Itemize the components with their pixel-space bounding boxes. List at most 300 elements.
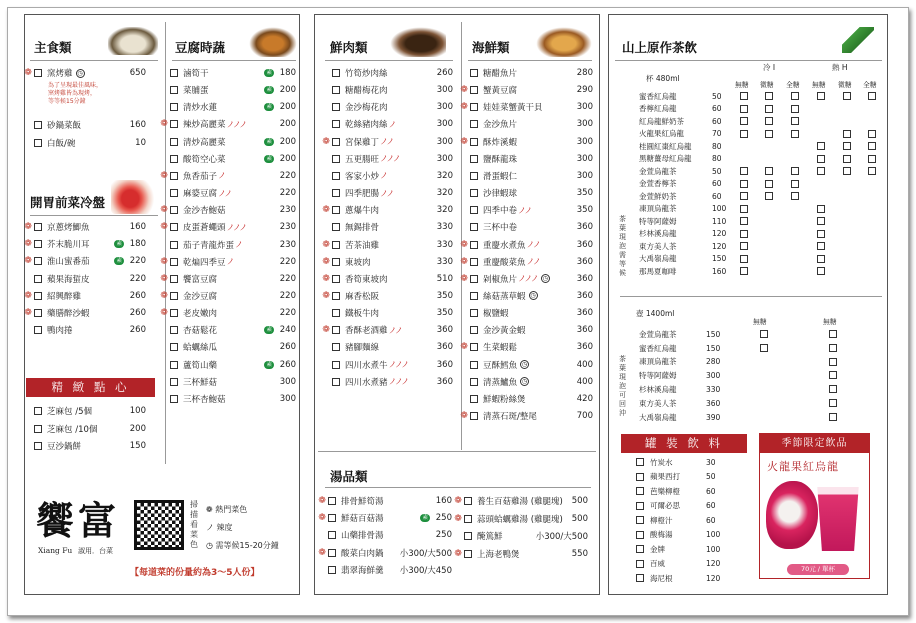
order-checkbox[interactable]: [170, 155, 178, 163]
soup-item[interactable]: [316, 494, 452, 508]
order-checkbox[interactable]: [328, 549, 336, 557]
sugar-checkbox[interactable]: [843, 92, 851, 100]
sugar-checkbox[interactable]: [868, 167, 876, 175]
order-checkbox[interactable]: [170, 206, 178, 214]
order-checkbox[interactable]: [636, 473, 644, 481]
hot-dish-icon: ❁: [322, 273, 330, 284]
cold-item[interactable]: [22, 306, 146, 320]
sea-item[interactable]: [458, 135, 593, 149]
sugar-checkbox[interactable]: [829, 371, 837, 379]
sugar-checkbox[interactable]: [829, 385, 837, 393]
order-checkbox[interactable]: [470, 86, 478, 94]
sugar-checkbox[interactable]: [765, 130, 773, 138]
order-checkbox[interactable]: [636, 560, 644, 568]
sugar-checkbox[interactable]: [843, 142, 851, 150]
order-checkbox[interactable]: [636, 545, 644, 553]
cold-item[interactable]: [22, 323, 146, 337]
soup-item[interactable]: [452, 494, 588, 508]
tea-price: 80: [712, 154, 722, 164]
brand-en: Xiang Fu: [38, 546, 73, 555]
tofu-item[interactable]: [158, 289, 296, 303]
sugar-checkbox[interactable]: [740, 242, 748, 250]
cold-item[interactable]: [22, 237, 146, 251]
dish-photo: [390, 27, 446, 57]
order-checkbox[interactable]: [332, 69, 340, 77]
order-checkbox[interactable]: [332, 343, 340, 351]
chili-icon: ノノノ: [518, 274, 538, 284]
sugar-checkbox[interactable]: [829, 344, 837, 352]
tofu-item[interactable]: [158, 255, 296, 269]
tofu-item[interactable]: [158, 135, 296, 149]
tofu-item[interactable]: [158, 186, 296, 200]
sugar-checkbox[interactable]: [765, 105, 773, 113]
dish-name: 京蔥烤鯽魚: [47, 223, 90, 233]
order-checkbox[interactable]: [470, 395, 478, 403]
order-checkbox[interactable]: [34, 292, 42, 300]
sea-item[interactable]: [458, 375, 593, 389]
soup-item[interactable]: [452, 529, 588, 543]
order-checkbox[interactable]: [470, 258, 478, 266]
order-checkbox[interactable]: [470, 172, 478, 180]
cold-item[interactable]: [22, 254, 146, 268]
meat-item[interactable]: [320, 203, 453, 217]
tofu-item[interactable]: [158, 306, 296, 320]
sugar-checkbox[interactable]: [765, 167, 773, 175]
sugar-checkbox[interactable]: [829, 358, 837, 366]
cold-item[interactable]: [22, 272, 146, 286]
dish-name: 金沙杏鮑菇: [183, 206, 226, 217]
order-checkbox[interactable]: [34, 275, 42, 283]
dish-price: 180: [129, 239, 146, 250]
sugar-checkbox[interactable]: [760, 344, 768, 352]
meat-item[interactable]: [320, 152, 453, 166]
sugar-checkbox[interactable]: [829, 413, 837, 421]
sugar-checkbox[interactable]: [791, 105, 799, 113]
order-checkbox[interactable]: [170, 138, 178, 146]
dish-price: 400: [576, 359, 593, 370]
tofu-item[interactable]: [158, 220, 296, 234]
order-checkbox[interactable]: [636, 502, 644, 510]
sugar-checkbox[interactable]: [740, 217, 748, 225]
dish-price: 300: [436, 119, 453, 130]
sugar-checkbox[interactable]: [817, 167, 825, 175]
order-checkbox[interactable]: [470, 361, 478, 369]
sugar-col-header: 微糖: [838, 81, 852, 89]
sugar-checkbox[interactable]: [765, 92, 773, 100]
order-checkbox[interactable]: [170, 378, 178, 386]
hot-dish-icon: ❁: [24, 256, 32, 267]
tea-name: 杉林溪烏龍: [639, 229, 677, 239]
order-checkbox[interactable]: [328, 566, 336, 574]
sugar-checkbox[interactable]: [791, 192, 799, 200]
order-checkbox[interactable]: [332, 189, 340, 197]
soup-item[interactable]: [316, 528, 452, 542]
order-checkbox[interactable]: [470, 138, 478, 146]
order-checkbox[interactable]: [170, 86, 178, 94]
drink-name: 百威: [650, 559, 665, 569]
soup-item[interactable]: [316, 546, 452, 560]
divider: [615, 60, 882, 61]
order-checkbox[interactable]: [170, 275, 178, 283]
meat-item[interactable]: [320, 169, 453, 183]
brand-sub: 淑用．台菜: [78, 547, 113, 555]
soup-item[interactable]: [452, 547, 588, 561]
sugar-col-header: 無糖: [823, 318, 837, 326]
tofu-item[interactable]: [158, 392, 296, 406]
sugar-checkbox[interactable]: [740, 92, 748, 100]
sugar-checkbox[interactable]: [817, 155, 825, 163]
sugar-checkbox[interactable]: [740, 130, 748, 138]
order-checkbox[interactable]: [34, 139, 42, 147]
sugar-checkbox[interactable]: [740, 105, 748, 113]
order-checkbox[interactable]: [170, 292, 178, 300]
legend-hot: ❁ 熱門菜色: [206, 505, 248, 514]
meat-item[interactable]: [320, 186, 453, 200]
order-checkbox[interactable]: [332, 172, 340, 180]
sugar-checkbox[interactable]: [740, 267, 748, 275]
dish-name: 清炒水蓮: [183, 103, 218, 114]
tea-price: 60: [712, 116, 722, 126]
sugar-checkbox[interactable]: [791, 167, 799, 175]
order-checkbox[interactable]: [332, 326, 340, 334]
sugar-checkbox[interactable]: [868, 155, 876, 163]
tofu-item[interactable]: [158, 272, 296, 286]
order-checkbox[interactable]: [332, 378, 340, 386]
sugar-checkbox[interactable]: [843, 155, 851, 163]
tea-price: 60: [712, 179, 722, 189]
order-checkbox[interactable]: [636, 458, 644, 466]
order-checkbox[interactable]: [170, 189, 178, 197]
sugar-col-header: 無糖: [735, 81, 749, 89]
sea-item[interactable]: [458, 203, 593, 217]
meat-item[interactable]: [320, 83, 453, 97]
sugar-checkbox[interactable]: [817, 255, 825, 263]
divider: [325, 60, 453, 61]
sea-item[interactable]: [458, 289, 593, 303]
sugar-checkbox[interactable]: [740, 117, 748, 125]
hot-dish-icon: ❁: [160, 222, 168, 233]
sea-item[interactable]: [458, 272, 593, 286]
sugar-checkbox[interactable]: [740, 255, 748, 263]
dish-name: 竹筍炒肉絲: [345, 69, 388, 79]
tofu-item[interactable]: [158, 358, 296, 372]
order-checkbox[interactable]: [170, 395, 178, 403]
order-checkbox[interactable]: [34, 240, 42, 248]
order-checkbox[interactable]: [470, 343, 478, 351]
tofu-item[interactable]: [158, 203, 296, 217]
tea-name: 紅烏龍鮮奶茶: [639, 116, 684, 126]
sugar-checkbox[interactable]: [765, 180, 773, 188]
order-checkbox[interactable]: [328, 497, 336, 505]
sugar-checkbox[interactable]: [740, 167, 748, 175]
dish-price: 350: [576, 205, 593, 216]
tea-name: 金萱烏龍茶: [639, 166, 677, 176]
sugar-checkbox[interactable]: [817, 267, 825, 275]
order-checkbox[interactable]: [636, 574, 644, 582]
meat-item[interactable]: [320, 272, 453, 286]
meat-item[interactable]: [320, 375, 453, 389]
sea-item[interactable]: [458, 409, 593, 423]
order-checkbox[interactable]: [328, 514, 336, 522]
sugar-checkbox[interactable]: [791, 180, 799, 188]
meat-item[interactable]: [320, 255, 453, 269]
sugar-checkbox[interactable]: [829, 399, 837, 407]
dish-name: 蔥爆牛肉: [345, 206, 380, 217]
meat-item[interactable]: [320, 340, 453, 354]
soup-item[interactable]: [316, 511, 452, 525]
order-checkbox[interactable]: [332, 223, 340, 231]
order-checkbox[interactable]: [636, 531, 644, 539]
order-checkbox[interactable]: [34, 442, 42, 450]
sugar-checkbox[interactable]: [765, 192, 773, 200]
order-checkbox[interactable]: [470, 326, 478, 334]
order-checkbox[interactable]: [470, 120, 478, 128]
sugar-checkbox[interactable]: [740, 180, 748, 188]
order-checkbox[interactable]: [332, 120, 340, 128]
sugar-checkbox[interactable]: [829, 330, 837, 338]
section-title-canned: 罐 裝 飲 料: [621, 434, 747, 453]
dish-name: 沙律蝦球: [483, 189, 518, 200]
qr-code[interactable]: [134, 500, 184, 550]
dish-price: 320: [436, 188, 453, 199]
dish-price: 200: [129, 423, 146, 434]
dish-name: 老皮嫩肉: [183, 309, 218, 320]
order-checkbox[interactable]: [170, 69, 178, 77]
order-checkbox[interactable]: [34, 257, 42, 265]
order-checkbox[interactable]: [470, 275, 478, 283]
order-checkbox[interactable]: [170, 172, 178, 180]
order-checkbox[interactable]: [470, 241, 478, 249]
sugar-checkbox[interactable]: [868, 130, 876, 138]
dish-name: 三杯杏鮑菇: [183, 394, 226, 405]
meat-item[interactable]: [320, 323, 453, 337]
dish-name: 滑蛋蝦仁: [483, 171, 518, 182]
meat-item[interactable]: [320, 289, 453, 303]
tofu-item[interactable]: [158, 152, 296, 166]
sea-item[interactable]: [458, 220, 593, 234]
section-title-cold: 開胃前菜冷盤: [30, 195, 106, 210]
order-checkbox[interactable]: [34, 69, 42, 77]
sea-item[interactable]: [458, 66, 593, 80]
dish-name: 糖醋梅花肉: [345, 86, 388, 97]
order-checkbox[interactable]: [470, 378, 478, 386]
order-checkbox[interactable]: [636, 516, 644, 524]
tea-name: 大禹嶺烏龍: [639, 412, 677, 422]
order-checkbox[interactable]: [464, 532, 472, 540]
order-checkbox[interactable]: [332, 103, 340, 111]
order-checkbox[interactable]: [636, 487, 644, 495]
sugar-checkbox[interactable]: [843, 167, 851, 175]
order-checkbox[interactable]: [470, 206, 478, 214]
tofu-item[interactable]: [158, 238, 296, 252]
sugar-checkbox[interactable]: [817, 242, 825, 250]
cold-item[interactable]: [22, 289, 146, 303]
sea-item[interactable]: [458, 238, 593, 252]
sugar-checkbox[interactable]: [765, 117, 773, 125]
sugar-checkbox[interactable]: [843, 130, 851, 138]
order-checkbox[interactable]: [170, 223, 178, 231]
order-checkbox[interactable]: [170, 103, 178, 111]
dish-price: 300: [436, 136, 453, 147]
order-checkbox[interactable]: [332, 155, 340, 163]
order-checkbox[interactable]: [332, 309, 340, 317]
order-checkbox[interactable]: [470, 189, 478, 197]
sea-item[interactable]: [458, 152, 593, 166]
order-checkbox[interactable]: [332, 86, 340, 94]
tofu-item[interactable]: [158, 340, 296, 354]
vegetarian-badge: 素: [422, 515, 428, 522]
order-checkbox[interactable]: [470, 309, 478, 317]
drink-name: 蘋果西打: [650, 472, 680, 482]
order-checkbox[interactable]: [34, 121, 42, 129]
order-checkbox[interactable]: [332, 258, 340, 266]
order-checkbox[interactable]: [332, 361, 340, 369]
order-checkbox[interactable]: [170, 120, 178, 128]
sea-item[interactable]: [458, 186, 593, 200]
hot-dish-icon: ❁: [460, 342, 468, 353]
order-checkbox[interactable]: [170, 361, 178, 369]
sugar-checkbox[interactable]: [817, 92, 825, 100]
chili-icon: ノ: [380, 171, 388, 181]
cold-item[interactable]: [22, 220, 146, 234]
order-checkbox[interactable]: [170, 309, 178, 317]
order-checkbox[interactable]: [34, 223, 42, 231]
soup-item[interactable]: [316, 563, 452, 577]
order-checkbox[interactable]: [470, 223, 478, 231]
order-checkbox[interactable]: [170, 258, 178, 266]
order-checkbox[interactable]: [328, 531, 336, 539]
meat-item[interactable]: [320, 220, 453, 234]
order-checkbox[interactable]: [470, 103, 478, 111]
order-checkbox[interactable]: [34, 326, 42, 334]
order-checkbox[interactable]: [170, 241, 178, 249]
dish-price: 160: [129, 120, 146, 130]
dish-name: 清炒高麗菜: [183, 137, 226, 148]
order-checkbox[interactable]: [470, 155, 478, 163]
tofu-item[interactable]: [158, 83, 296, 97]
tofu-item[interactable]: [158, 66, 296, 80]
staple-item[interactable]: [22, 136, 146, 150]
sugar-checkbox[interactable]: [740, 230, 748, 238]
staple-item[interactable]: [22, 66, 146, 80]
hot-dish-icon: ❁: [460, 239, 468, 250]
order-checkbox[interactable]: [332, 206, 340, 214]
hot-dish-icon: ❁: [322, 325, 330, 336]
hot-dish-icon: ❁: [460, 102, 468, 113]
dish-name: 淮山蜜番茄: [47, 257, 90, 268]
meat-item[interactable]: [320, 117, 453, 131]
dish-name: 鹽酥龍珠: [483, 154, 518, 165]
tea-price: 120: [712, 229, 727, 239]
meat-item[interactable]: [320, 238, 453, 252]
sugar-checkbox[interactable]: [791, 92, 799, 100]
order-checkbox[interactable]: [332, 275, 340, 283]
sugar-checkbox[interactable]: [760, 330, 768, 338]
dish-price: 150: [129, 441, 146, 451]
dish-price: 350: [436, 290, 453, 301]
meat-item[interactable]: [320, 358, 453, 372]
sugar-checkbox[interactable]: [817, 230, 825, 238]
sugar-checkbox[interactable]: [740, 192, 748, 200]
dish-name: 上海老鴨煲: [477, 549, 520, 560]
sea-item[interactable]: [458, 358, 593, 372]
tea-price: 50: [712, 91, 722, 101]
order-checkbox[interactable]: [170, 326, 178, 334]
wait-clock-icon: ◷: [77, 69, 83, 77]
order-checkbox[interactable]: [34, 407, 42, 415]
dessert-item[interactable]: [22, 404, 146, 418]
sugar-checkbox[interactable]: [817, 142, 825, 150]
order-checkbox[interactable]: [470, 412, 478, 420]
chili-icon: ノノノ: [388, 360, 409, 370]
drink-name: 金牌: [650, 544, 665, 554]
sea-item[interactable]: [458, 117, 593, 131]
order-checkbox[interactable]: [470, 292, 478, 300]
sea-item[interactable]: [458, 83, 593, 97]
sea-item[interactable]: [458, 255, 593, 269]
hot-dish-icon: ❁: [454, 496, 462, 506]
sea-item[interactable]: [458, 169, 593, 183]
meat-item[interactable]: [320, 135, 453, 149]
order-checkbox[interactable]: [464, 515, 472, 523]
sugar-checkbox[interactable]: [817, 205, 825, 213]
order-checkbox[interactable]: [464, 550, 472, 558]
dish-name: 酸筍空心菜: [183, 154, 226, 165]
meat-item[interactable]: [320, 66, 453, 80]
meat-item[interactable]: [320, 306, 453, 320]
order-checkbox[interactable]: [332, 292, 340, 300]
tofu-item[interactable]: [158, 375, 296, 389]
dessert-item[interactable]: [22, 439, 146, 453]
order-checkbox[interactable]: [332, 138, 340, 146]
order-checkbox[interactable]: [34, 309, 42, 317]
sugar-checkbox[interactable]: [868, 142, 876, 150]
sugar-checkbox[interactable]: [868, 92, 876, 100]
sea-item[interactable]: [458, 340, 593, 354]
sea-item[interactable]: [458, 306, 593, 320]
soup-item[interactable]: [452, 512, 588, 526]
dessert-item[interactable]: [22, 422, 146, 436]
tofu-item[interactable]: [158, 323, 296, 337]
tofu-item[interactable]: [158, 169, 296, 183]
sugar-checkbox[interactable]: [791, 117, 799, 125]
dish-name: 糖醋魚片: [483, 69, 518, 79]
order-checkbox[interactable]: [170, 343, 178, 351]
sea-item[interactable]: [458, 323, 593, 337]
order-checkbox[interactable]: [332, 241, 340, 249]
wait-clock-icon: ◷: [530, 292, 536, 300]
sugar-checkbox[interactable]: [791, 130, 799, 138]
dish-price: 360: [576, 290, 593, 301]
tea-name: 杉林溪烏龍: [639, 384, 677, 394]
sugar-checkbox[interactable]: [740, 205, 748, 213]
order-checkbox[interactable]: [470, 69, 478, 77]
dish-name: 養生百菇雞湯 (雞腿塊): [477, 497, 563, 507]
staple-item[interactable]: [22, 118, 146, 132]
sugar-checkbox[interactable]: [817, 217, 825, 225]
tea-name: 火龍果紅烏龍: [639, 129, 684, 139]
chili-icon: ノノ: [380, 188, 394, 198]
dish-price: 100: [129, 406, 146, 416]
order-checkbox[interactable]: [34, 425, 42, 433]
tofu-item[interactable]: [158, 117, 296, 131]
sea-item[interactable]: [458, 100, 593, 114]
meat-item[interactable]: [320, 100, 453, 114]
dish-price: 230: [279, 239, 296, 250]
order-checkbox[interactable]: [464, 497, 472, 505]
tofu-item[interactable]: [158, 100, 296, 114]
sea-item[interactable]: [458, 392, 593, 406]
